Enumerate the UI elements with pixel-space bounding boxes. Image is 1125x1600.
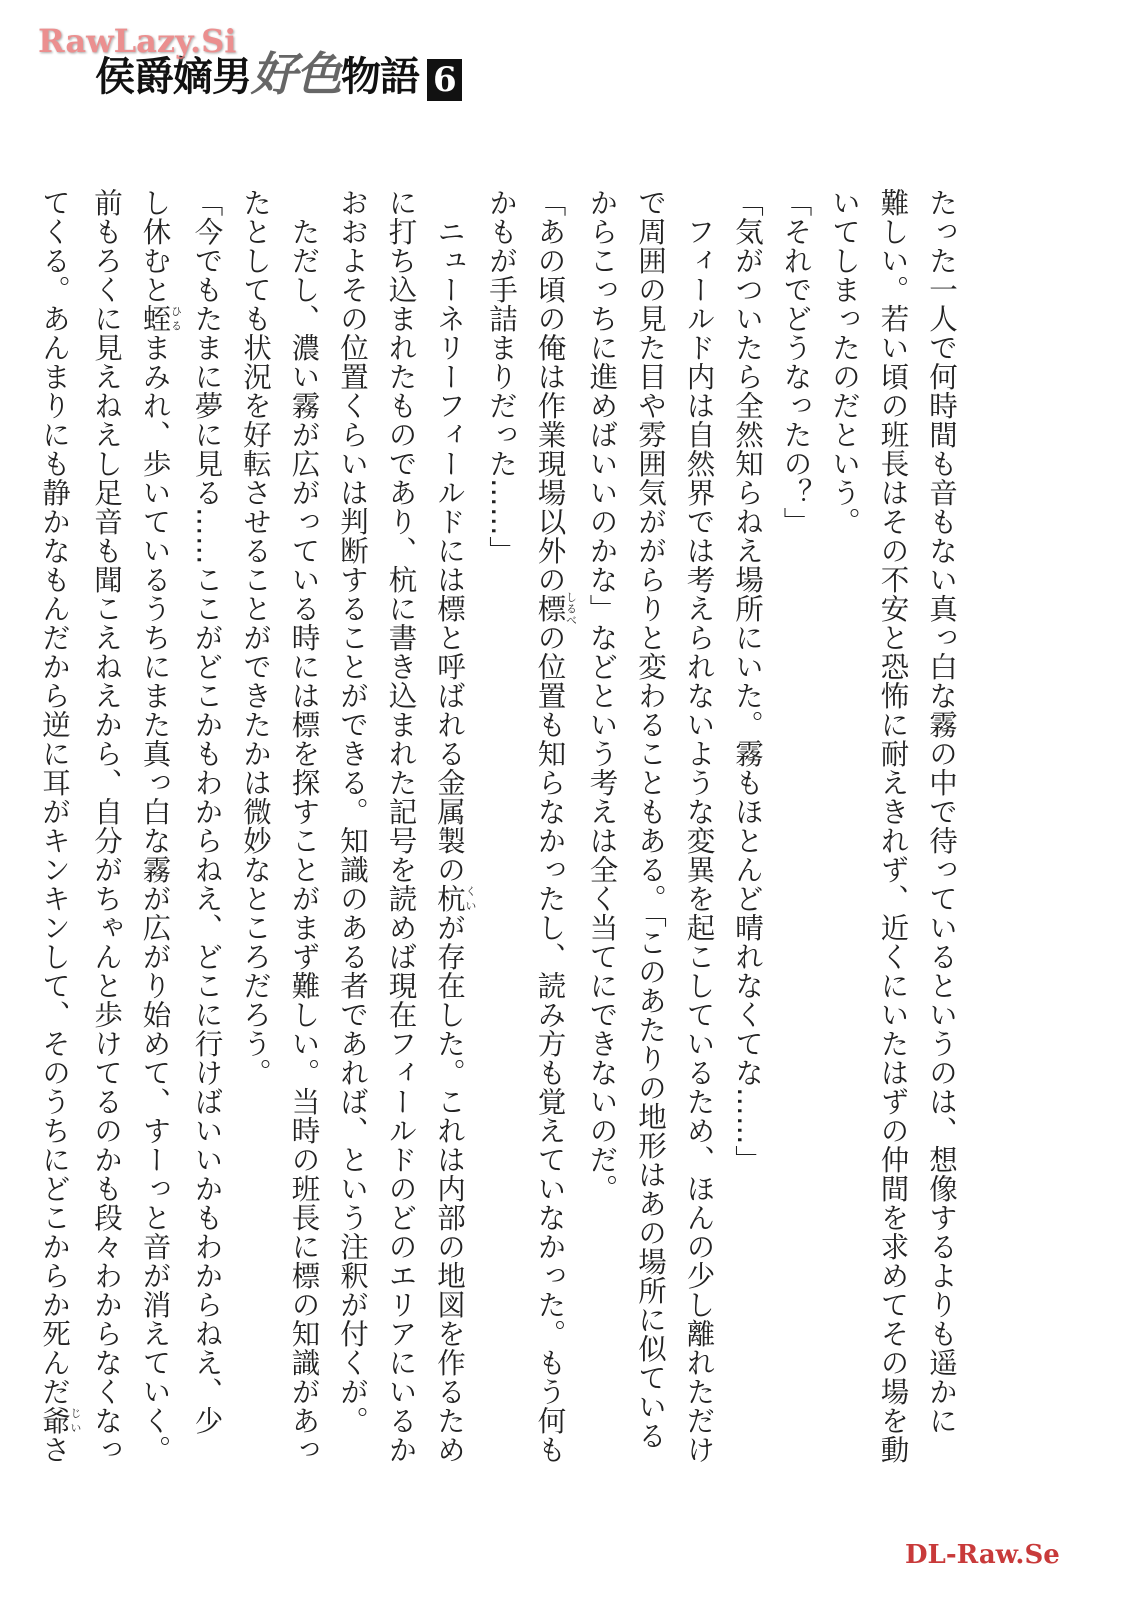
text-column <box>82 188 131 1464</box>
text-column <box>577 188 626 1448</box>
title-part1: 侯爵嫡男 <box>95 53 251 100</box>
text-segment: が存在した。これは内部の地図を作るため <box>433 913 466 1464</box>
volume-badge: 6 <box>427 59 462 101</box>
title-accent: 好色 <box>251 47 341 101</box>
text-segment: ニューネリーフィールドには標と呼ばれる金属製の <box>433 188 466 884</box>
text-column <box>771 188 820 1448</box>
ruby-reading: くい <box>464 884 477 913</box>
text-segment: で周囲の見た目や雰囲気ががらりと変わることもある。「このあたりの地形はあの場所に似ている <box>634 188 667 1450</box>
text-column <box>820 188 869 1448</box>
text-segment: の位置も知らなかったし、読み方も覚えていなかった。もう何も <box>533 623 567 1464</box>
watermark-bottom: DL-Raw.Se <box>905 1540 1060 1570</box>
ruby-base: 標 <box>533 591 567 626</box>
text-segment: フィールド内は自然界では考えられないような変異を起こしているため、ほんの少し離れただけ <box>682 188 716 1464</box>
watermark-top: RawLazy.Si <box>38 22 237 60</box>
text-column <box>477 188 526 1448</box>
text-segment: し休むと <box>138 188 172 304</box>
text-column <box>182 188 231 1448</box>
text-column <box>917 188 966 1448</box>
ruby-reading: ひる <box>169 304 183 333</box>
ruby-base: 爺 <box>38 1406 71 1435</box>
ruby-word <box>138 304 183 333</box>
text-column <box>279 188 328 1464</box>
text-segment: かもが手詰まりだった……」 <box>485 188 518 565</box>
ruby-base: 杭 <box>433 884 466 913</box>
ruby-word <box>433 884 477 913</box>
text-column <box>328 188 377 1448</box>
text-segment: 難しい。若い頃の班長はその不安と恐怖に耐えきれず、近くにいたはずの仲間を求めてその場を動 <box>876 188 910 1464</box>
ruby-word <box>533 591 578 626</box>
text-column <box>376 188 425 1464</box>
text-segment: 「今でもたまに夢に見る……ここがどこかもわからねえ、どこに行けばいいかもわからねえ、少 <box>190 188 224 1435</box>
text-column <box>30 188 82 1464</box>
ruby-reading: じい <box>69 1406 82 1435</box>
text-segment: 「あの頃の俺は作業現場以外の <box>533 188 567 594</box>
text-segment: に打ち込まれたものであり、杭に書き込まれた記号を読めば現在フィールドのどのエリアにいるか <box>384 188 418 1464</box>
ruby-reading: しるべ <box>564 591 578 626</box>
vertical-text-body <box>30 188 966 1464</box>
text-segment: 前もろくに見えねえし足音も聞こえねえから、自分がちゃんと歩けてるのかも段々わからなくなっ <box>90 188 123 1464</box>
text-segment: たとしても状況を好転させることができたかは微妙なところだろう。 <box>239 188 272 1087</box>
text-segment: さ <box>38 1435 71 1464</box>
text-column <box>626 188 675 1448</box>
text-column <box>525 188 578 1464</box>
text-column <box>130 188 183 1464</box>
text-column <box>868 188 917 1464</box>
ruby-base: 蛭 <box>138 304 172 333</box>
text-segment: 「それでどうなったの？」 <box>779 188 813 536</box>
text-segment: ただし、濃い霧が広がっている時には標を探すことがまず難しい。当時の班長に標の知識があっ <box>287 188 321 1464</box>
text-segment: からこっちに進めばいいのかな」などという考えは全く当てにできないのだ。 <box>585 188 619 1203</box>
text-column <box>674 188 723 1464</box>
text-segment: いてしまったのだという。 <box>828 188 861 536</box>
text-segment: たった一人で何時間も音もない真っ白な霧の中で待っているというのは、想像するよりも遥かに <box>925 188 958 1435</box>
ruby-word <box>38 1406 82 1435</box>
text-column <box>723 188 772 1448</box>
text-segment: 「気がついたら全然知らねえ場所にいた。霧もほとんど晴れなくてな……」 <box>731 188 764 1174</box>
text-segment: まみれ、歩いているうちにまた真っ白な霧が広がり始めて、すーっと音が消えていく。 <box>138 333 172 1464</box>
title-part2: 物語 <box>341 53 419 100</box>
text-column <box>231 188 280 1448</box>
text-segment: てくる。あんまりにも静かなもんだから逆に耳がキンキンして、そのうちにどこからか死んだ <box>38 188 71 1406</box>
text-segment: おおよその位置くらいは判断することができる。知識のある者であれば、という注釈が付くが。 <box>336 188 369 1435</box>
text-column <box>425 188 477 1464</box>
